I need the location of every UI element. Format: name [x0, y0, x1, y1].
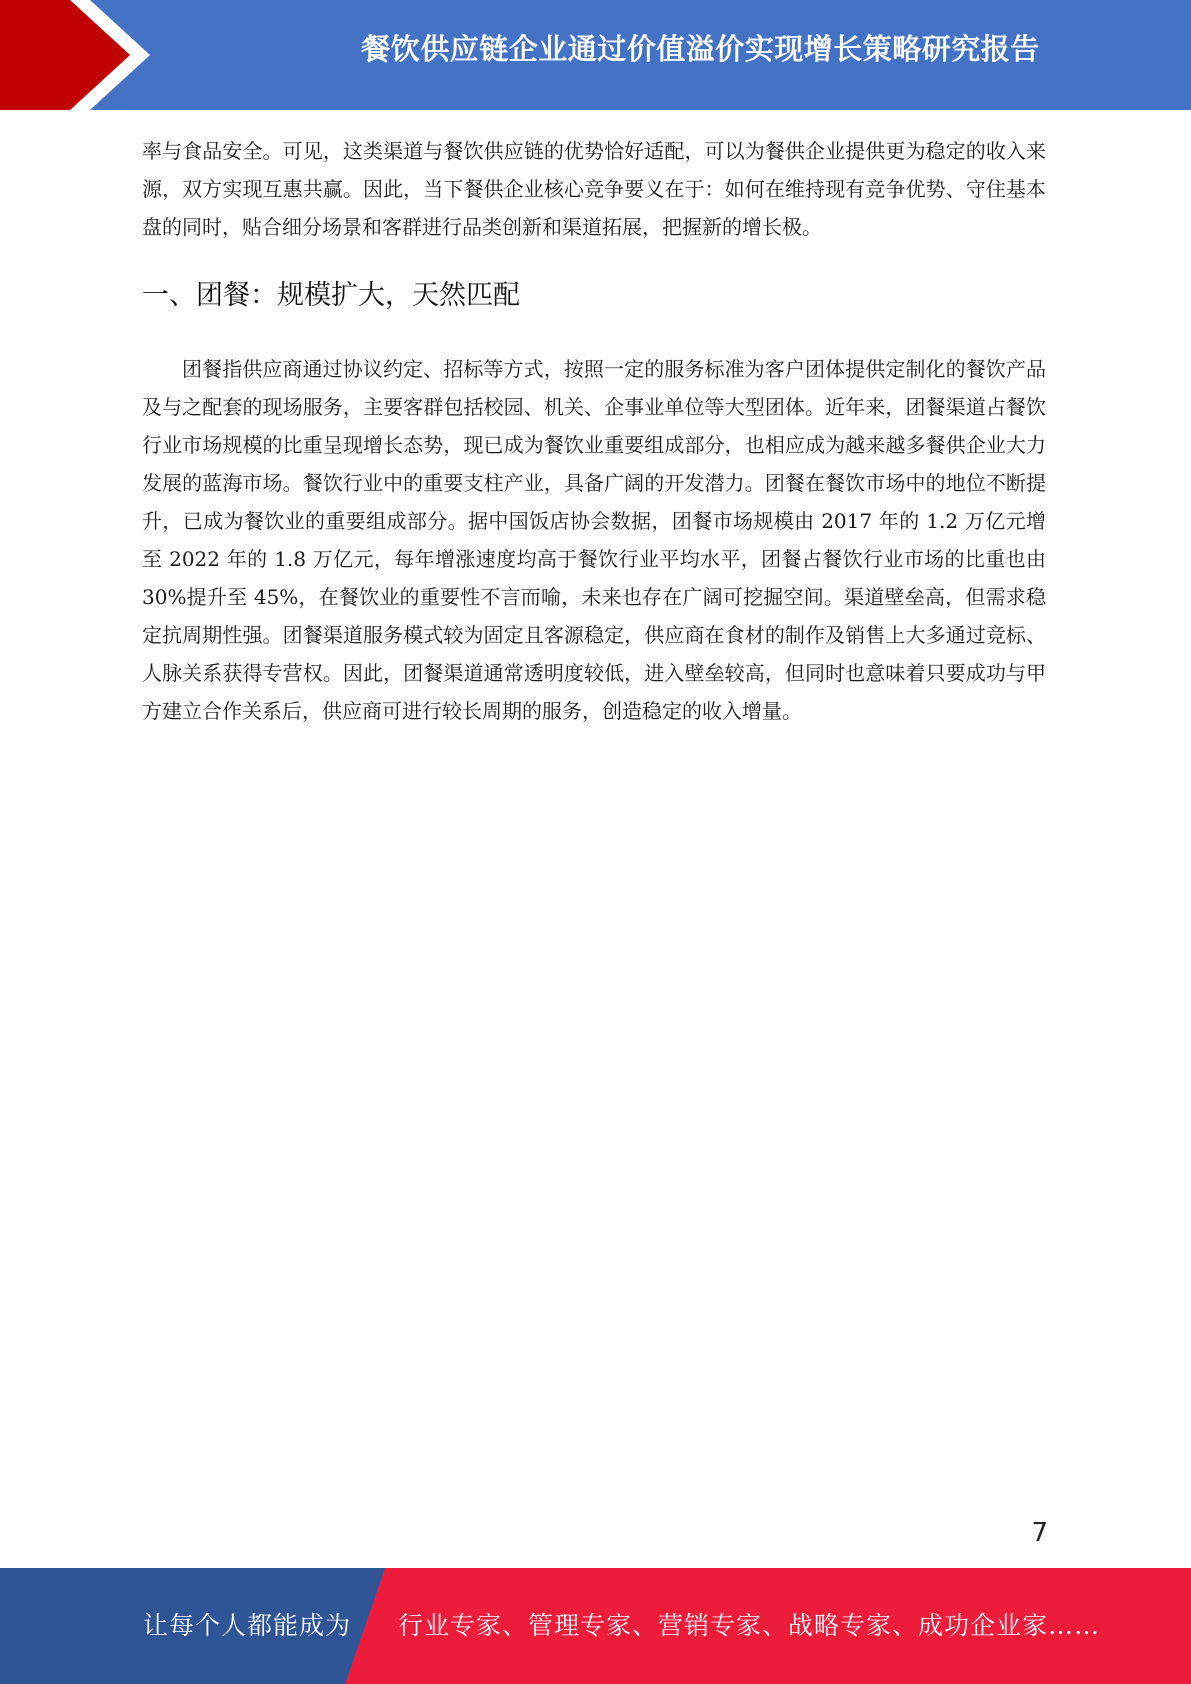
report-header: [0, 0, 1191, 110]
report-title: 餐饮供应链企业通过价值溢价实现增长策略研究报告: [361, 32, 1040, 66]
report-footer: [0, 1568, 1191, 1684]
intro-paragraph: 率与食品安全。可见，这类渠道与餐饮供应链的优势恰好适配，可以为餐供企业提供更为稳定的收入来源，双方实现互惠共赢。因此，当下餐供企业核心竞争要义在于：如何在维持现有竞争优势、守住基本盘的同时，贴合细分场景和客群进行品类创新和渠道拓展，把握新的增长极。: [142, 139, 1046, 239]
page-number: 7: [1031, 1518, 1048, 1548]
header-chevron-red: [0, 0, 130, 110]
header-chevron-icon: [0, 0, 160, 110]
footer-slogan-right: 行业专家、管理专家、营销专家、战略专家、成功企业家……: [398, 1611, 1101, 1640]
footer-slogan-left: 让每个人都能成为: [143, 1611, 352, 1640]
page-content: [142, 132, 1046, 730]
section-paragraph: 团餐指供应商通过协议约定、招标等方式，按照一定的服务标准为客户团体提供定制化的餐饮产品及与之配套的现场服务，主要客群包括校园、机关、企事业单位等大型团体。近年来，团餐渠道占餐饮行业市场规模的比重呈现增长态势，现已成为餐饮业重要组成部分，也相应成为越来越多餐供企业大力发展的蓝海市场。餐饮行业中的重要支柱产业，具备广阔的开发潜力。团餐在餐饮市场中的地位不断提升，已成为餐饮业的重要组成部分。据中国饭店协会数据，团餐市场规模由 2017 年的 1.2 万亿元增至 2022 年的 1.8 万亿元，每年增涨速度均高于餐饮行业平均水平，团餐占餐饮行业市场的比重也由 30%提升至 45%，在餐饮业的重要性不言而喻，未来也存在广阔可挖掘空间。渠道壁垒高，但需求稳定抗周期性强。团餐渠道服务模式较为固定且客源稳定，供应商在食材的制作及销售上大多通过竞标、人脉关系获得专营权。因此，团餐渠道通常透明度较低，进入壁垒较高，但同时也意味着只要成功与甲方建立合作关系后，供应商可进行较长周期的服务，创造稳定的收入增量。: [142, 357, 1046, 723]
section-heading: 一、团餐：规模扩大，天然匹配: [142, 280, 520, 311]
